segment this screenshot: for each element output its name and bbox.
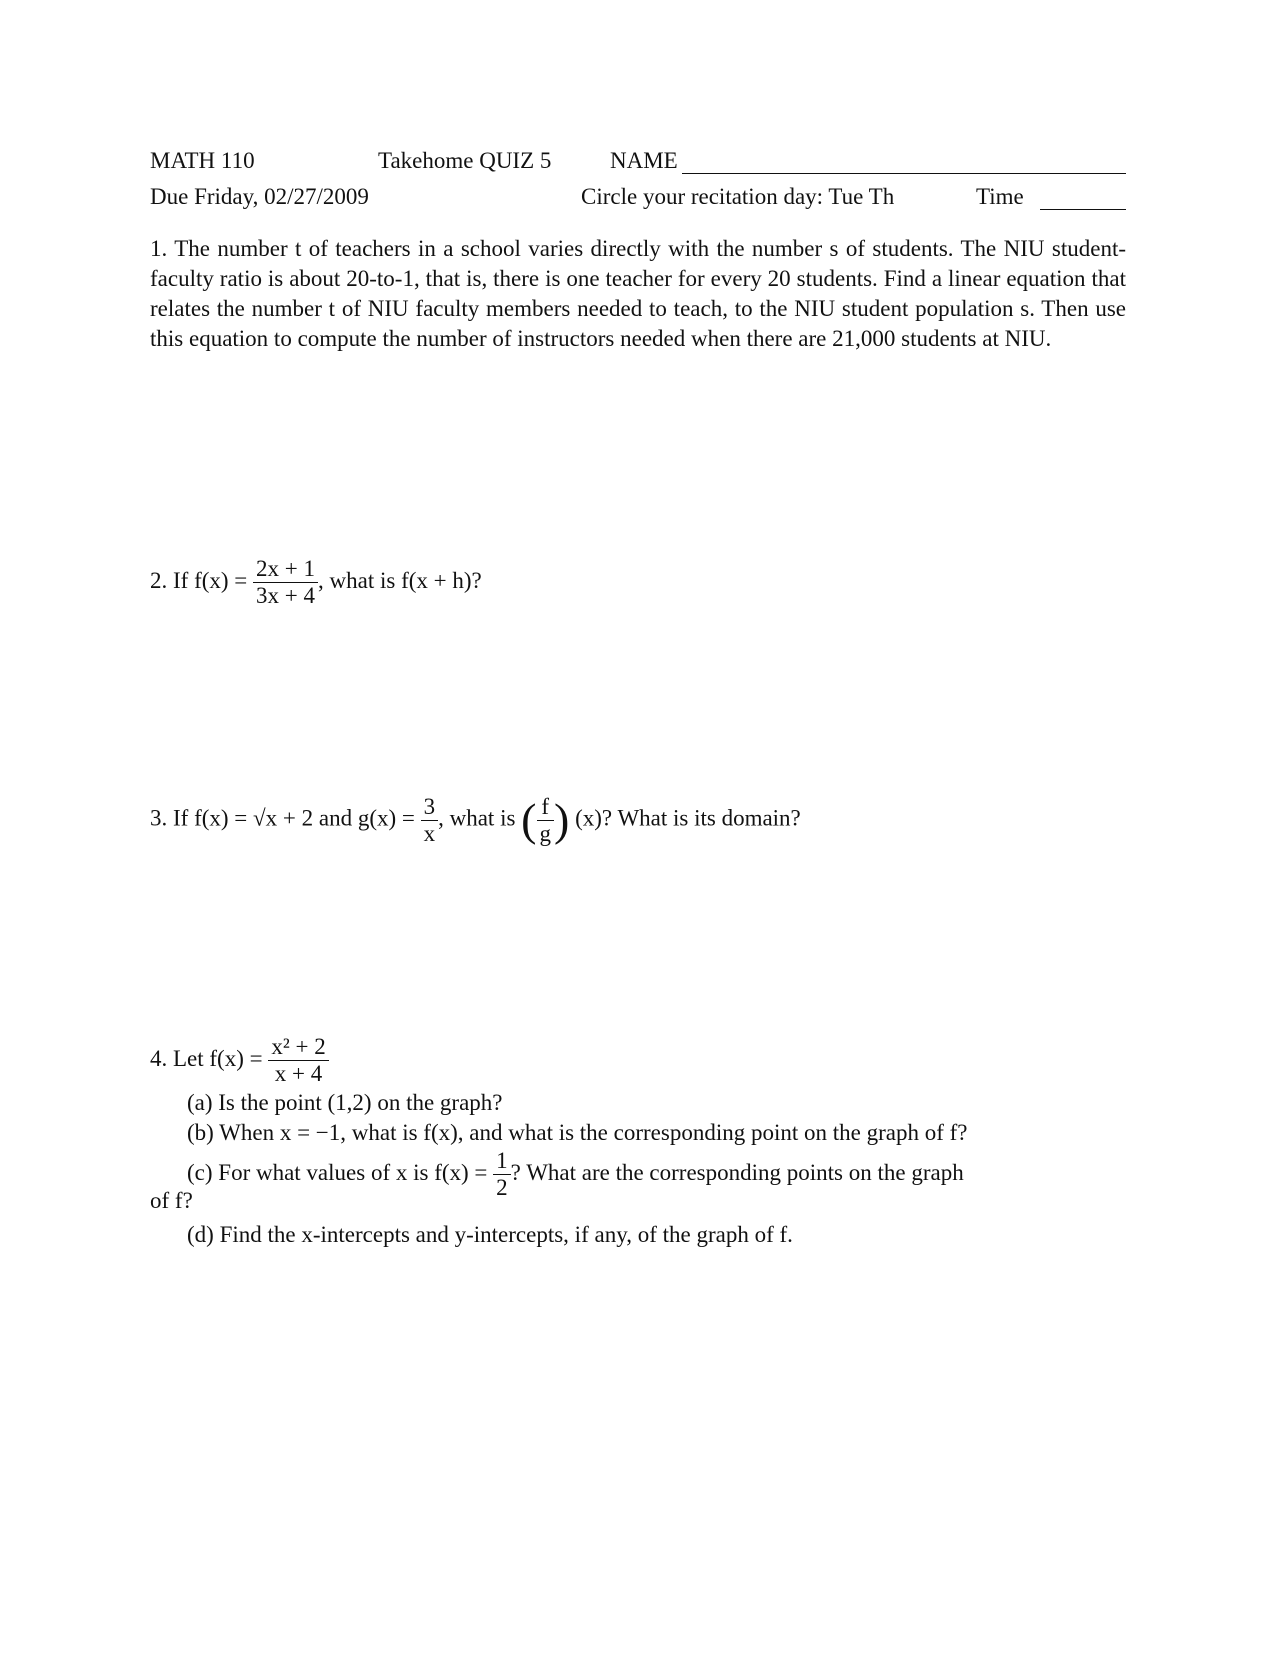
problem-3-question-tail: (x)? What is its domain? — [575, 805, 801, 831]
problem-3-paren-numerator: f — [537, 794, 555, 821]
problem-4-part-c-tail: ? What are the corresponding points on the graph — [510, 1159, 964, 1185]
problem-2-fraction — [253, 556, 318, 609]
problem-4-part-c-numerator: 1 — [493, 1148, 511, 1175]
due-date: Due Friday, 02/27/2009 — [150, 184, 369, 209]
time-blank-line[interactable] — [1040, 209, 1126, 210]
problem-3 — [150, 792, 801, 848]
right-paren: ) — [554, 794, 570, 845]
problem-1-text: The number t of teachers in a school varies directly with the number s of students. The NIU student-faculty ratio is about 20-to-1, that is, there is one teacher for every 20 students. Find a linear equation that relates the number t of NIU faculty members needed to teach, to the NIU student population s. Then use this equation to compute the number of instructors needed when there are 21,000 students at NIU. — [150, 236, 1126, 351]
name-blank-line[interactable] — [682, 173, 1126, 174]
problem-1-number: 1. — [150, 236, 168, 261]
problem-4-number: 4. — [150, 1045, 168, 1071]
problem-2-lead: If f(x) = — [173, 567, 248, 593]
problem-4-denominator: x + 4 — [274, 1061, 323, 1086]
header-row-2 — [150, 182, 1126, 212]
problem-3-question-lead: , what is — [438, 805, 516, 831]
problem-4-part-c — [187, 1148, 1126, 1201]
recitation-label: Circle your recitation day: Tue Th — [581, 184, 895, 209]
problem-4-part-a: (a) Is the point (1,2) on the graph? — [187, 1090, 503, 1115]
problem-4-part-c-lead: (c) For what values of x is f(x) = — [187, 1159, 488, 1185]
problem-4-lead: Let f(x) = — [173, 1045, 263, 1071]
header-row-1 — [150, 146, 1126, 176]
problem-3-g-numerator: 3 — [421, 794, 439, 821]
quiz-title: Takehome QUIZ 5 — [378, 148, 552, 173]
problem-4-part-c-wrap: of f? — [150, 1188, 193, 1213]
name-label: NAME — [610, 148, 678, 173]
problem-3-g-denominator: x — [423, 820, 436, 846]
problem-2-question: , what is f(x + h)? — [318, 567, 482, 593]
time-label: Time — [976, 184, 1024, 209]
problem-4-part-d: (d) Find the x-intercepts and y-intercepts, if any, of the graph of f. — [187, 1222, 793, 1247]
problem-2 — [150, 556, 482, 609]
problem-3-lead: If f(x) = √x + 2 and g(x) = — [173, 805, 415, 831]
problem-4-part-c-fraction — [493, 1148, 511, 1201]
problem-4-part-c-denominator: 2 — [496, 1175, 508, 1200]
problem-4-numerator: x² + 2 — [268, 1034, 328, 1061]
problem-4-header — [150, 1034, 329, 1087]
problem-2-denominator: 3x + 4 — [256, 583, 316, 608]
left-paren: ( — [521, 794, 537, 845]
problem-1 — [150, 234, 1126, 354]
problem-3-g-fraction — [421, 794, 439, 847]
problem-3-paren-denominator: g — [539, 820, 551, 846]
problem-3-f-over-g — [537, 794, 555, 847]
course-code: MATH 110 — [150, 148, 255, 173]
problem-2-number: 2. — [150, 567, 168, 593]
problem-4-part-b: (b) When x = −1, what is f(x), and what is the corresponding point on the graph of f? — [187, 1120, 968, 1145]
problem-3-number: 3. — [150, 805, 168, 831]
problem-4-fraction — [268, 1034, 328, 1087]
problem-2-numerator: 2x + 1 — [253, 556, 318, 583]
